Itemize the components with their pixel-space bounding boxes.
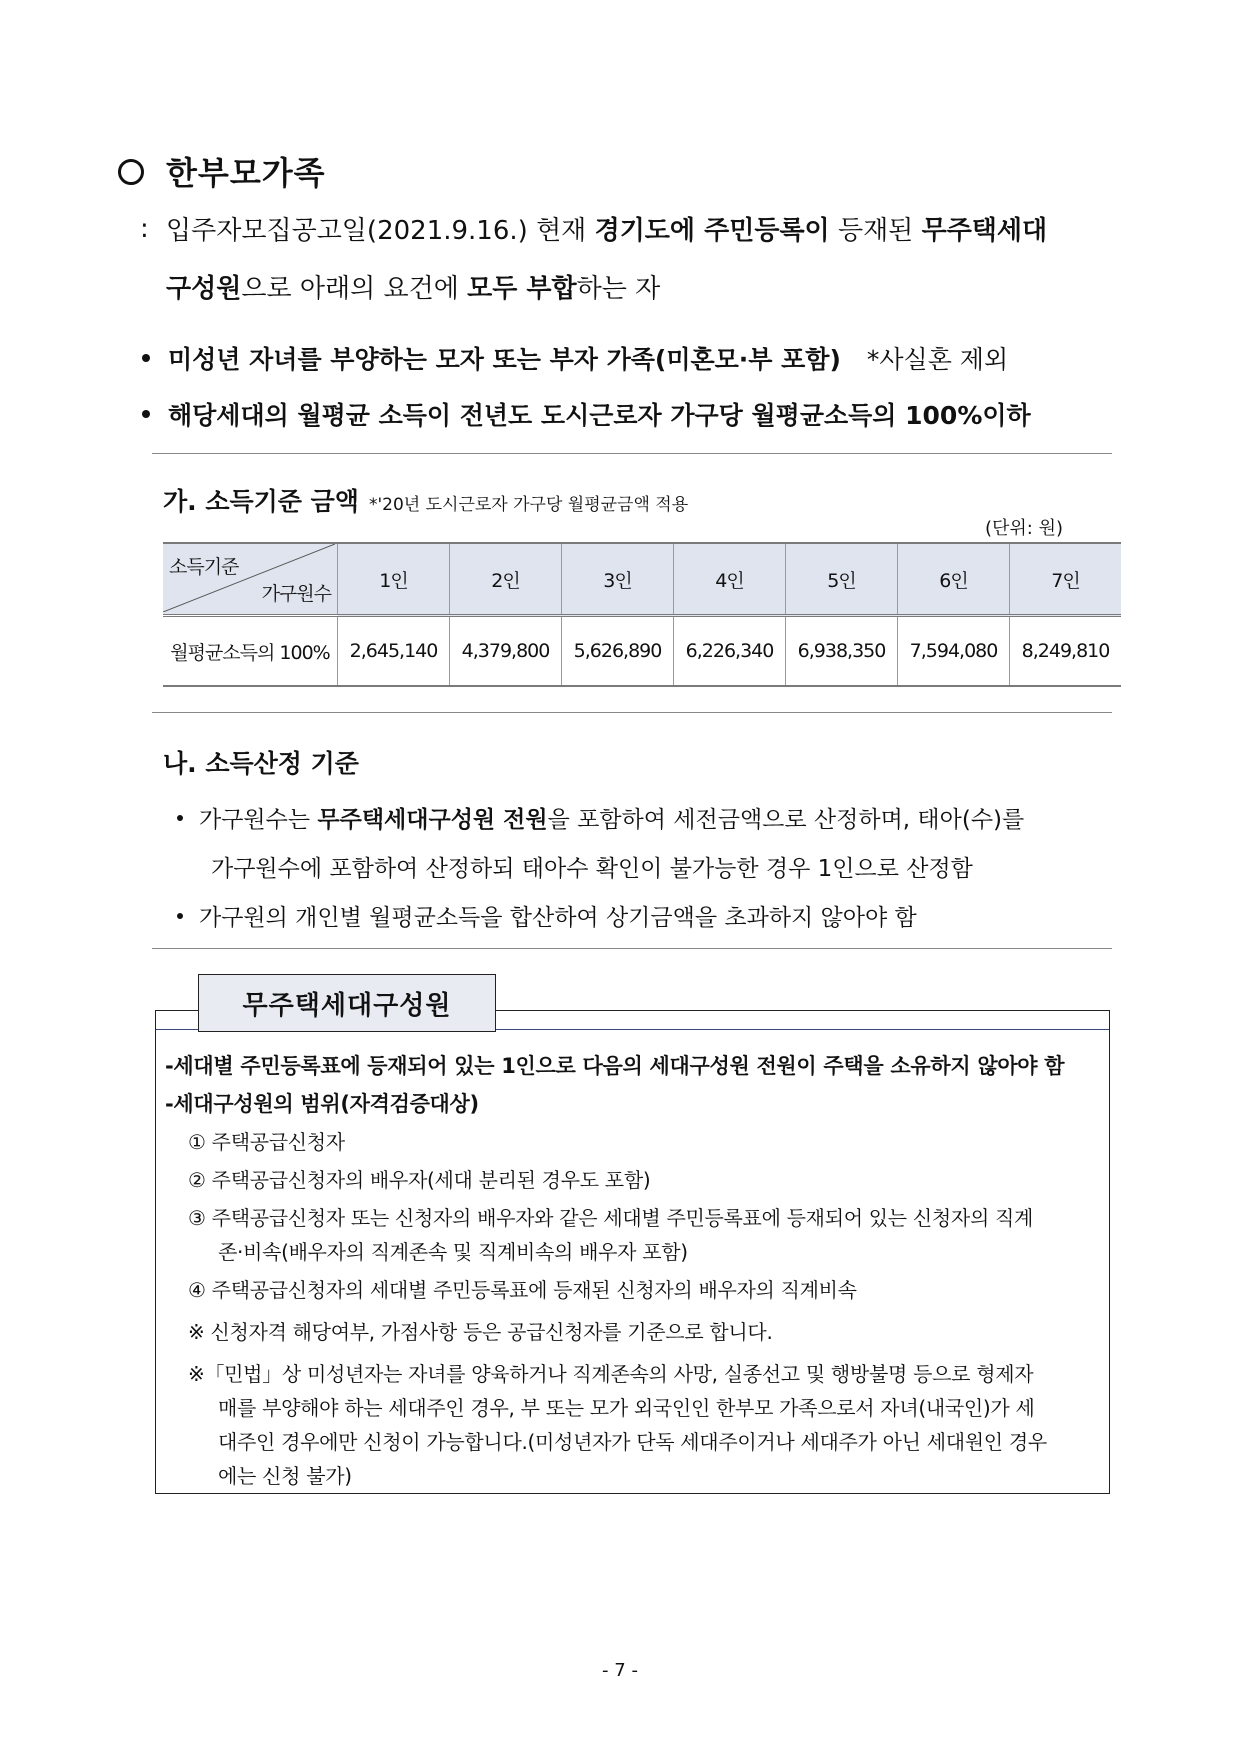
intro-bold: 모두 부합 <box>467 274 577 304</box>
table-cell: 8,249,810 <box>1010 616 1122 687</box>
box-item-1: ① 주택공급신청자 <box>188 1130 345 1154</box>
intro-bold: 경기도에 주민등록이 <box>594 216 830 246</box>
calc-bold: 무주택세대구성원 전원 <box>317 807 548 833</box>
table-cell: 4,379,800 <box>450 616 562 687</box>
table-header-cell: 2인 <box>450 543 562 616</box>
box-note-2-cont: 대주인 경우에만 신청이 가능합니다.(미성년자가 단독 세대주이거나 세대주가 아닌 세대원인 경우 <box>218 1430 1047 1454</box>
intro-colon: : <box>140 214 149 244</box>
requirement-bullet-1 <box>142 340 1008 376</box>
table-header-row <box>163 543 1121 616</box>
box-note-2-cont: 에는 신청 불가) <box>218 1464 352 1488</box>
table-header-cell: 5인 <box>786 543 898 616</box>
bullet-dot-icon <box>177 913 183 919</box>
table-header-cell: 4인 <box>674 543 786 616</box>
box-note-2: ※「민법」상 미성년자는 자녀를 양육하거나 직계존속의 사망, 실종선고 및 행방불명 등으로 형제자 <box>188 1362 1034 1386</box>
income-calculation-title: 나. 소득산정 기준 <box>163 749 359 778</box>
bullet-dot-icon <box>177 815 183 821</box>
table-cell: 7,594,080 <box>898 616 1010 687</box>
unit-label: (단위: 원) <box>985 518 1063 539</box>
box-note-2-cont: 매를 부양해야 하는 세대주인 경우, 부 또는 모가 외국인인 한부모 가족으로서 자녀(내국인)가 세 <box>218 1396 1035 1420</box>
section-title <box>118 148 326 194</box>
table-cell: 2,645,140 <box>338 616 450 687</box>
requirement-bullet-2 <box>142 396 1031 432</box>
bullet-dot-icon <box>142 410 150 418</box>
table-header-cell: 3인 <box>562 543 674 616</box>
table-header-cell: 1인 <box>338 543 450 616</box>
calc-text: 가구원의 개인별 월평균소득을 합산하여 상기금액을 초과하지 않아야 함 <box>199 905 917 931</box>
intro-bold: 구성원 <box>166 274 242 304</box>
intro-text: 입주자모집공고일(2021.9.16.) 현재 <box>166 216 595 246</box>
corner-top-label: 소득기준 <box>169 556 239 578</box>
income-table <box>163 542 1121 687</box>
intro-bold: 무주택세대 <box>921 216 1048 246</box>
table-row <box>163 616 1121 687</box>
divider <box>152 948 1112 949</box>
box-item-3-cont: 존·비속(배우자의 직계존속 및 직계비속의 배우자 포함) <box>218 1240 688 1264</box>
subsection-title: 가. 소득기준 금액 <box>163 487 359 516</box>
intro-text: 하는 자 <box>576 274 661 304</box>
table-cell: 6,938,350 <box>786 616 898 687</box>
box-item-3: ③ 주택공급신청자 또는 신청자의 배우자와 같은 세대별 주민등록표에 등재되어 있는 신청자의 직계 <box>188 1206 1034 1230</box>
intro-line-2 <box>166 276 660 302</box>
calc-text: 을 포함하여 세전금액으로 산정하며, 태아(수)를 <box>547 807 1025 833</box>
table-header-cell: 7인 <box>1010 543 1122 616</box>
divider <box>152 453 1112 454</box>
calc-bullet-2 <box>177 899 917 932</box>
calc-bullet-1 <box>177 801 1024 834</box>
subsection-note: *'20년 도시근로자 가구당 월평균금액 적용 <box>368 495 689 515</box>
section-title-text: 한부모가족 <box>166 154 326 192</box>
table-cell: 6,226,340 <box>674 616 786 687</box>
box-item-2: ② 주택공급신청자의 배우자(세대 분리된 경우도 포함) <box>188 1168 651 1192</box>
divider <box>152 712 1112 713</box>
box-line-1: -세대별 주민등록표에 등재되어 있는 1인으로 다음의 세대구성원 전원이 주택을 소유하지 않아야 함 <box>165 1054 1065 1078</box>
box-note-1: ※ 신청자격 해당여부, 가점사항 등은 공급신청자를 기준으로 합니다. <box>188 1320 773 1344</box>
bullet-text: 미성년 자녀를 부양하는 모자 또는 부자 가족(미혼모·부 포함) <box>168 345 841 374</box>
bullet-note: *사실혼 제외 <box>866 345 1009 374</box>
table-corner-cell <box>163 543 338 616</box>
box-line-2: -세대구성원의 범위(자격검증대상) <box>165 1092 479 1116</box>
bullet-text: 해당세대의 월평균 소득이 전년도 도시근로자 가구당 월평균소득의 100%이하 <box>168 401 1031 430</box>
circle-bullet-icon <box>118 159 144 185</box>
table-row-label: 월평균소득의 100% <box>163 616 338 687</box>
intro-text: 으로 아래의 요건에 <box>241 274 468 304</box>
income-criteria-title <box>163 482 688 518</box>
box-item-4: ④ 주택공급신청자의 세대별 주민등록표에 등재된 신청자의 배우자의 직계비속 <box>188 1278 857 1302</box>
page-number: - 7 - <box>602 1660 638 1681</box>
corner-bottom-label: 가구원수 <box>261 583 331 605</box>
intro-line-1 <box>166 218 1047 244</box>
table-header-cell: 6인 <box>898 543 1010 616</box>
table-cell: 5,626,890 <box>562 616 674 687</box>
bullet-dot-icon <box>142 354 150 362</box>
calc-text: 가구원수는 <box>199 807 318 833</box>
calc-bullet-1-cont: 가구원수에 포함하여 산정하되 태아수 확인이 불가능한 경우 1인으로 산정함 <box>211 856 973 882</box>
box-header: 무주택세대구성원 <box>198 974 496 1032</box>
intro-text: 등재된 <box>829 216 922 246</box>
